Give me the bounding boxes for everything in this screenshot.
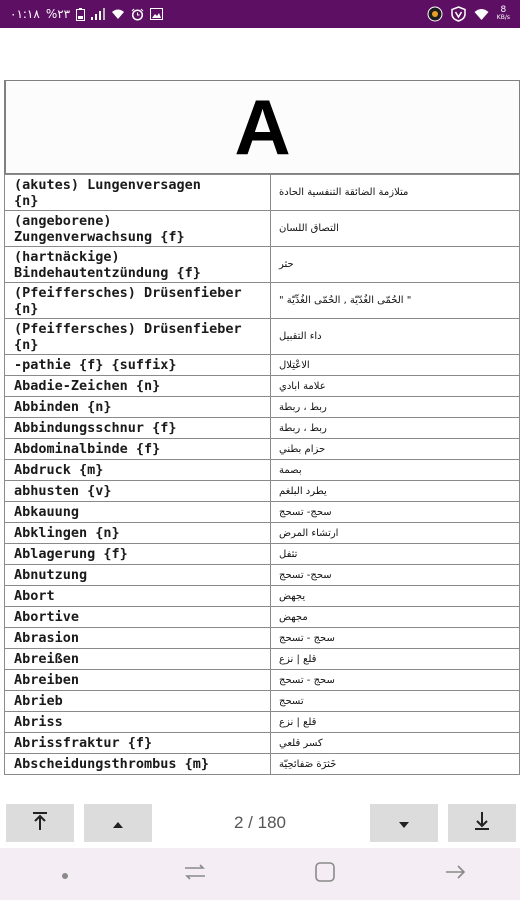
german-term: Abrieb <box>5 691 271 712</box>
system-navigation-bar <box>0 848 520 900</box>
german-term: Abrissfraktur {f} <box>5 733 271 754</box>
german-term: Abbindungsschnur {f} <box>5 418 271 439</box>
arabic-translation: سحج- تسحج <box>271 502 520 523</box>
dictionary-row <box>5 607 520 628</box>
arabic-translation: ربط ، ربطة <box>271 418 520 439</box>
recents-button[interactable] <box>175 854 215 894</box>
previous-page-button[interactable] <box>84 804 152 842</box>
back-button[interactable] <box>435 854 475 894</box>
dictionary-row <box>5 565 520 586</box>
arabic-translation: " الحُمّى الغُدّيّة , الحُمّى الغُدِّيّة " <box>271 283 520 319</box>
dictionary-row <box>5 754 520 775</box>
arabic-translation: التصاق اللسان <box>271 211 520 247</box>
arabic-translation: داء التقبيل <box>271 319 520 355</box>
german-term: Abortive <box>5 607 271 628</box>
arabic-translation: قلع | نزع <box>271 649 520 670</box>
home-icon <box>314 861 336 887</box>
german-term: (Pfeiffersches) Drüsenfieber {n} <box>5 319 271 355</box>
dictionary-row <box>5 439 520 460</box>
battery-percent: %٢٣ <box>45 7 71 21</box>
arabic-translation: ارتشاء المرض <box>271 523 520 544</box>
dictionary-row <box>5 283 520 319</box>
last-page-button[interactable] <box>448 804 516 842</box>
section-header <box>4 80 520 174</box>
dictionary-row <box>5 481 520 502</box>
dictionary-row <box>5 460 520 481</box>
first-page-icon <box>31 811 49 835</box>
dictionary-row <box>5 712 520 733</box>
photo-icon <box>150 8 163 20</box>
arabic-translation: علامة ابادي <box>271 376 520 397</box>
german-term: -pathie {f} {suffix} <box>5 355 271 376</box>
german-term: abhusten {v} <box>5 481 271 502</box>
first-page-button[interactable] <box>6 804 74 842</box>
arabic-translation: حزام بطني <box>271 439 520 460</box>
german-term: (akutes) Lungenversagen {n} <box>5 175 271 211</box>
status-left-group <box>10 7 163 21</box>
arabic-translation: سحج - تسحج <box>271 670 520 691</box>
net-speed <box>497 6 510 22</box>
arabic-translation: حثر <box>271 247 520 283</box>
alarm-icon <box>131 8 144 21</box>
section-letter: A <box>234 83 291 171</box>
german-term: Abdominalbinde {f} <box>5 439 271 460</box>
clock: ٠١:١٨ <box>10 7 40 21</box>
battery-icon <box>76 8 85 21</box>
german-term: Abscheidungsthrombus {m} <box>5 754 271 775</box>
dictionary-row <box>5 355 520 376</box>
dictionary-row <box>5 628 520 649</box>
net-speed-value: 8 <box>500 5 507 15</box>
app-header-area <box>0 28 520 78</box>
arabic-translation: سحج - تسحج <box>271 628 520 649</box>
dictionary-row <box>5 247 520 283</box>
dictionary-row <box>5 523 520 544</box>
german-term: Abreißen <box>5 649 271 670</box>
recents-icon <box>183 863 207 885</box>
previous-page-icon <box>112 814 124 833</box>
status-right-group <box>427 6 510 22</box>
arabic-translation: بصمة <box>271 460 520 481</box>
status-bar <box>0 0 520 28</box>
page-navigation-toolbar <box>0 798 520 848</box>
arabic-translation: كسر قلعي <box>271 733 520 754</box>
arabic-translation: ربط ، ربطة <box>271 397 520 418</box>
german-term: (hartnäckige) Bindehautentzündung {f} <box>5 247 271 283</box>
vpn-shield-icon <box>451 6 466 22</box>
german-term: Abbinden {n} <box>5 397 271 418</box>
arabic-translation: خَثرَة صَفائحِيّة <box>271 754 520 775</box>
dictionary-row <box>5 586 520 607</box>
wifi-icon <box>111 8 125 20</box>
dictionary-row <box>5 211 520 247</box>
german-term: Abreiben <box>5 670 271 691</box>
arabic-translation: سحج- تسحج <box>271 565 520 586</box>
dictionary-row <box>5 670 520 691</box>
arabic-translation: تثفل <box>271 544 520 565</box>
dictionary-row <box>5 733 520 754</box>
german-term: Abdruck {m} <box>5 460 271 481</box>
last-page-icon <box>473 811 491 835</box>
german-term: Abriss <box>5 712 271 733</box>
dictionary-row <box>5 376 520 397</box>
net-speed-unit: KB/s <box>496 14 510 21</box>
dictionary-row <box>5 544 520 565</box>
dictionary-page[interactable] <box>4 80 520 780</box>
arabic-translation: متلازمة الضائقة التنفسية الحادة <box>271 175 520 211</box>
dot-button[interactable] <box>45 854 85 894</box>
german-term: (angeborene) Zungenverwachsung {f} <box>5 211 271 247</box>
german-term: Ablagerung {f} <box>5 544 271 565</box>
page-indicator: 2 / 180 <box>234 813 286 832</box>
german-term: Abadie-Zeichen {n} <box>5 376 271 397</box>
dictionary-row <box>5 691 520 712</box>
next-page-icon <box>398 814 410 833</box>
back-icon <box>444 864 466 884</box>
arabic-translation: يجهض <box>271 586 520 607</box>
app-badge-icon <box>427 6 443 22</box>
arabic-translation: قلع | نزع <box>271 712 520 733</box>
dictionary-row <box>5 319 520 355</box>
arabic-translation: الاعْتِلال <box>271 355 520 376</box>
dictionary-row <box>5 649 520 670</box>
arabic-translation: مجهض <box>271 607 520 628</box>
arabic-translation: تسحج <box>271 691 520 712</box>
german-term: Abkauung <box>5 502 271 523</box>
german-term: Abnutzung <box>5 565 271 586</box>
dictionary-table <box>4 174 520 775</box>
arabic-translation: يطرد البلغم <box>271 481 520 502</box>
dictionary-rows <box>5 175 520 775</box>
german-term: (Pfeiffersches) Drüsenfieber {n} <box>5 283 271 319</box>
wifi-signal-icon <box>474 8 489 21</box>
dictionary-row <box>5 397 520 418</box>
german-term: Abort <box>5 586 271 607</box>
next-page-button[interactable] <box>370 804 438 842</box>
home-button[interactable] <box>305 854 345 894</box>
dictionary-row <box>5 175 520 211</box>
german-term: Abklingen {n} <box>5 523 271 544</box>
german-term: Abrasion <box>5 628 271 649</box>
dot-icon <box>61 865 69 884</box>
dictionary-row <box>5 502 520 523</box>
dictionary-row <box>5 418 520 439</box>
signal-icon <box>91 8 105 20</box>
